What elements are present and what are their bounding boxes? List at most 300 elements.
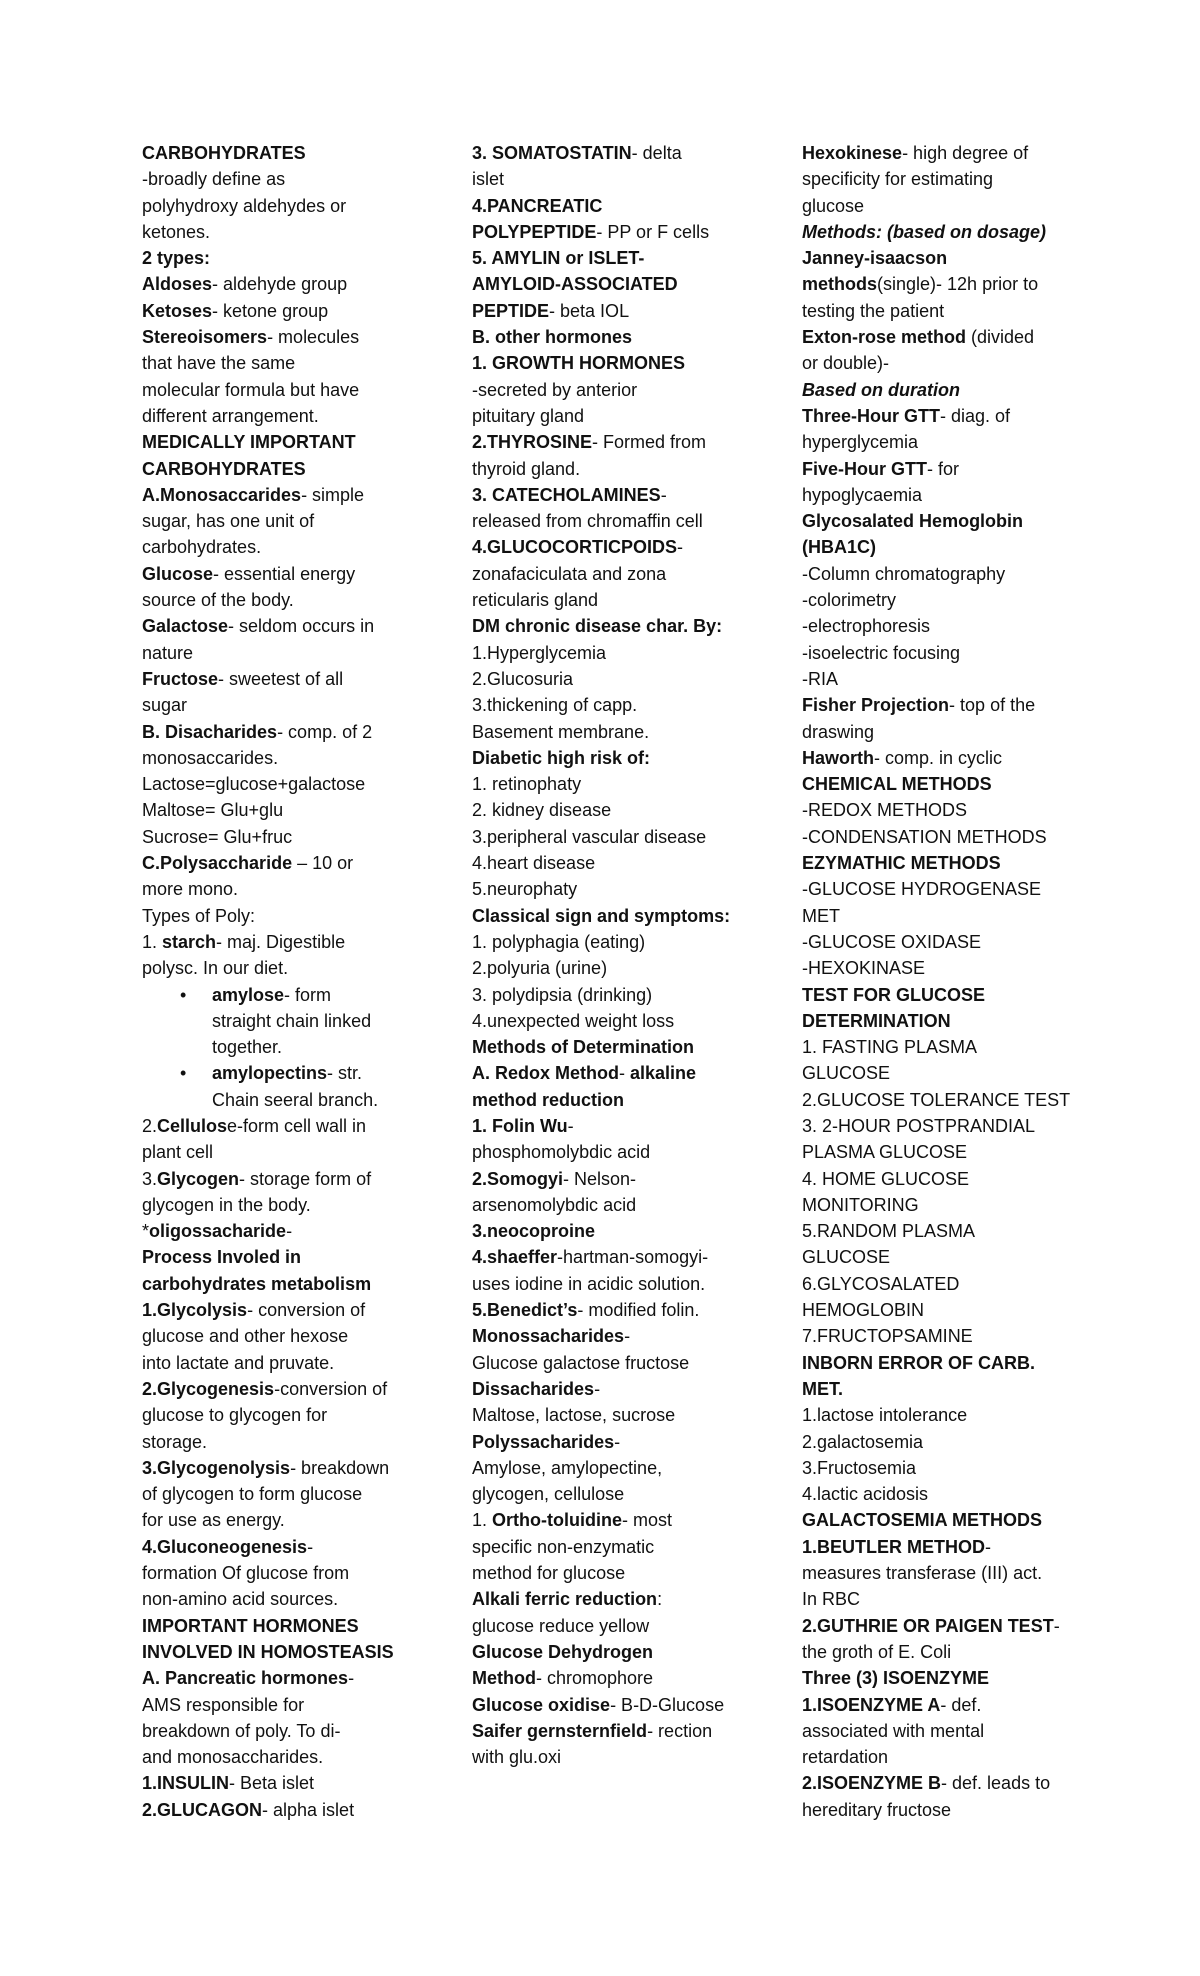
text-run: draswing (802, 721, 875, 742)
text-run: - Nelson- (563, 1168, 637, 1189)
text-run: sugar, has one unit of (142, 511, 315, 532)
text-line (802, 166, 1092, 192)
term-label: 1.ISOENZYME A (802, 1694, 941, 1715)
text-run: polyhydroxy aldehydes or (142, 195, 347, 216)
text-line (472, 1639, 742, 1665)
term-label: CARBOHYDRATES (142, 143, 306, 163)
term-label: B. other hormones (472, 327, 633, 348)
text-run: together. (212, 1037, 283, 1058)
text-line (472, 350, 742, 376)
text-run: - def. leads to (941, 1773, 1051, 1794)
text-run: - molecules (267, 327, 360, 348)
text-line (802, 850, 1092, 876)
text-run: glucose reduce yellow (472, 1615, 650, 1636)
text-line (472, 745, 742, 771)
term-label: Glycogen (157, 1168, 240, 1189)
term-label: A. Pancreatic hormones (142, 1668, 349, 1689)
text-line (472, 587, 742, 613)
term-label: Saifer gernsternfield (472, 1720, 648, 1741)
text-line (802, 1534, 1092, 1560)
text-line (802, 403, 1092, 429)
text-line (142, 587, 412, 613)
text-line (802, 587, 1092, 613)
text-line (142, 1034, 412, 1060)
text-run: of glycogen to form glucose (142, 1484, 363, 1505)
text-line (472, 1271, 742, 1297)
text-line (802, 1166, 1092, 1192)
term-label: Fisher Projection (802, 695, 950, 716)
text-run: 3. 2-HOUR POSTPRANDIAL (802, 1115, 1036, 1136)
text-run: - for (927, 458, 960, 479)
text-line (802, 534, 1092, 560)
term-label: methods (802, 274, 878, 295)
term-label: amylose (212, 984, 285, 1005)
text-line (142, 1139, 412, 1165)
term-label: Cellulos (157, 1115, 228, 1136)
text-line (472, 1297, 742, 1323)
text-line (802, 1507, 1092, 1533)
text-line (472, 1113, 742, 1139)
text-line (802, 1113, 1092, 1139)
text-line (472, 1744, 742, 1770)
text-run: Amylose, amylopectine, (472, 1457, 663, 1478)
text-line (142, 1744, 412, 1770)
text-run: - comp. of 2 (277, 721, 373, 742)
text-run: Basement membrane. (472, 721, 650, 742)
text-run: - (1053, 1615, 1060, 1636)
text-line (472, 1402, 742, 1428)
term-label: 2.GLUCAGON (142, 1799, 263, 1820)
text-line (802, 1665, 1092, 1691)
term-label: Three-Hour GTT (802, 405, 940, 426)
text-line (802, 1718, 1092, 1744)
term-label: Glycosalated Hemoglobin (802, 511, 1024, 532)
text-line (142, 955, 412, 981)
text-run: - simple (301, 484, 365, 505)
text-run: monosaccarides. (142, 747, 279, 768)
text-line (802, 1244, 1092, 1270)
text-run: – 10 or (292, 853, 354, 874)
text-line (142, 140, 412, 166)
text-line (802, 982, 1092, 1008)
text-line (802, 876, 1092, 902)
text-run: or double)- (802, 353, 890, 374)
text-line (802, 429, 1092, 455)
text-run: hereditary fructose (802, 1799, 952, 1820)
bullet-item (142, 982, 412, 1008)
text-line (472, 1060, 742, 1086)
text-run: glucose (802, 195, 865, 216)
text-line (472, 429, 742, 455)
term-label: 3.neocoproine (472, 1221, 596, 1242)
text-run: 7.FRUCTOPSAMINE (802, 1326, 973, 1347)
text-line (802, 640, 1092, 666)
text-run: HEMOGLOBIN (802, 1300, 925, 1321)
term-label: INVOLVED IN HOMOSTEASIS (142, 1641, 394, 1662)
text-line (142, 1376, 412, 1402)
text-run: MONITORING (802, 1194, 919, 1215)
text-line (802, 1008, 1092, 1034)
text-line (142, 508, 412, 534)
text-line (802, 613, 1092, 639)
text-run: -CONDENSATION METHODS (802, 826, 1047, 847)
text-run: - ketone group (212, 300, 329, 321)
text-line (142, 692, 412, 718)
text-line (142, 271, 412, 297)
text-run: - comp. in cyclic (874, 747, 1003, 768)
text-line (142, 1797, 412, 1823)
text-line (472, 1008, 742, 1034)
text-run: MET (802, 905, 840, 926)
text-line (802, 1455, 1092, 1481)
text-run: uses iodine in acidic solution. (472, 1273, 706, 1294)
term-label: starch (162, 931, 217, 952)
text-line (802, 1271, 1092, 1297)
term-label: 4.PANCREATIC (472, 195, 603, 216)
term-label: DM chronic disease char. By: (472, 616, 723, 637)
text-run: - high degree of (902, 143, 1029, 163)
text-line (802, 719, 1092, 745)
text-line (142, 350, 412, 376)
text-run: PLASMA GLUCOSE (802, 1142, 968, 1163)
text-run: glucose and other hexose (142, 1326, 349, 1347)
term-label: 2.GUTHRIE OR PAIGEN TEST (802, 1615, 1054, 1636)
text-line (142, 876, 412, 902)
text-line (802, 377, 1092, 403)
text-run: pituitary gland (472, 405, 585, 426)
text-run: that have the same (142, 353, 296, 374)
term-label: 4.Gluconeogenesis (142, 1536, 308, 1557)
text-run: Chain seeral branch. (212, 1089, 379, 1110)
text-run: -HEXOKINASE (802, 958, 926, 979)
term-label: 5.Benedict’s (472, 1300, 578, 1321)
text-run: 2.GLUCOSE TOLERANCE TEST (802, 1089, 1071, 1110)
text-line (142, 929, 412, 955)
term-label: (HBA1C) (802, 537, 876, 558)
text-run: - form (284, 984, 332, 1005)
text-line (472, 613, 742, 639)
text-run: - aldehyde group (212, 274, 348, 295)
text-line (142, 1770, 412, 1796)
text-line (802, 1218, 1092, 1244)
text-line (142, 1613, 412, 1639)
text-run: AMS responsible for (142, 1694, 305, 1715)
text-run: 4.unexpected weight loss (472, 1010, 675, 1031)
text-line (802, 482, 1092, 508)
term-label: DETERMINATION (802, 1010, 951, 1031)
text-line (802, 797, 1092, 823)
text-line (802, 771, 1092, 797)
term-label: method reduction (472, 1089, 624, 1110)
text-line (802, 1060, 1092, 1086)
text-line (142, 1008, 412, 1034)
term-label: 3. CATECHOLAMINES (472, 484, 661, 505)
text-run: 2. (142, 1115, 158, 1136)
text-line (802, 1402, 1092, 1428)
text-run: and monosaccharides. (142, 1747, 324, 1768)
text-line (472, 1692, 742, 1718)
term-label: carbohydrates metabolism (142, 1273, 372, 1294)
text-run: - beta IOL (549, 300, 630, 321)
text-line (472, 1244, 742, 1270)
text-line (142, 771, 412, 797)
term-label: A.Monosaccarides (142, 484, 302, 505)
text-run: - delta (631, 143, 682, 163)
text-line (142, 1718, 412, 1744)
text-run: : (657, 1589, 663, 1610)
text-run: - sweetest of all (218, 668, 344, 689)
text-run: the groth of E. Coli (802, 1641, 952, 1662)
text-line (472, 298, 742, 324)
term-label: 5. AMYLIN or ISLET- (472, 248, 645, 269)
text-line (472, 719, 742, 745)
bullet-item (142, 1060, 412, 1086)
text-run: for use as energy. (142, 1510, 285, 1531)
text-line (472, 377, 742, 403)
text-run: - (614, 1431, 621, 1452)
text-line (142, 1429, 412, 1455)
text-run: Lactose=glucose+galactose (142, 774, 366, 795)
text-run: zonafaciculata and zona (472, 563, 667, 584)
text-line (802, 1376, 1092, 1402)
text-run: glucose to glycogen for (142, 1405, 328, 1426)
term-label: 1. Folin Wu (472, 1115, 568, 1136)
text-line (142, 534, 412, 560)
term-label: Exton-rose method (802, 327, 967, 348)
text-line (142, 1192, 412, 1218)
text-line (472, 456, 742, 482)
text-line (142, 1350, 412, 1376)
term-label: Methods: (based on dosage) (802, 221, 1047, 242)
text-run: - (348, 1668, 355, 1689)
term-label: TEST FOR GLUCOSE (802, 984, 986, 1005)
text-line (472, 876, 742, 902)
term-label: Classical sign and symptoms: (472, 905, 731, 926)
text-run: different arrangement. (142, 405, 319, 426)
text-run: - diag. of (940, 405, 1011, 426)
text-run: - alpha islet (262, 1799, 355, 1820)
text-run: released from chromaffin cell (472, 511, 703, 532)
term-label: Galactose (142, 616, 229, 637)
text-run: -REDOX METHODS (802, 800, 968, 821)
text-run: -hartman-somogyi- (557, 1247, 709, 1268)
text-line (802, 1481, 1092, 1507)
text-line (802, 1139, 1092, 1165)
text-line (802, 1350, 1092, 1376)
text-line (802, 298, 1092, 324)
term-label: 2.ISOENZYME B (802, 1773, 942, 1794)
text-run: - essential energy (213, 563, 356, 584)
text-run: polysc. In our diet. (142, 958, 289, 979)
text-run: 3.Fructosemia (802, 1457, 917, 1478)
text-run: arsenomolybdic acid (472, 1194, 637, 1215)
text-run: - storage form of (239, 1168, 372, 1189)
text-run: formation Of glucose from (142, 1563, 350, 1584)
text-line (142, 850, 412, 876)
text-line (142, 482, 412, 508)
text-line (472, 1534, 742, 1560)
text-line (142, 245, 412, 271)
text-line (472, 850, 742, 876)
text-run: testing the patient (802, 300, 945, 321)
text-line (142, 719, 412, 745)
text-line (472, 1166, 742, 1192)
text-line (472, 1481, 742, 1507)
text-line (472, 1376, 742, 1402)
text-run: 1.Hyperglycemia (472, 642, 607, 663)
text-run: Sucrose= Glu+fruc (142, 826, 293, 847)
text-line (802, 955, 1092, 981)
text-line (142, 824, 412, 850)
text-run: - (594, 1378, 601, 1399)
text-run: glycogen, cellulose (472, 1484, 625, 1505)
text-line (142, 298, 412, 324)
text-run: -Column chromatography (802, 563, 1006, 584)
text-run: - Formed from (592, 432, 707, 453)
text-line (802, 193, 1092, 219)
text-run: - (677, 537, 684, 558)
text-line (142, 1560, 412, 1586)
text-line (802, 1744, 1092, 1770)
text-line (802, 1797, 1092, 1823)
term-label: Process Involed in (142, 1247, 302, 1268)
term-label: A. Redox Method (472, 1063, 619, 1084)
term-label: Polyssacharides (472, 1431, 615, 1452)
text-line (472, 692, 742, 718)
text-line (472, 824, 742, 850)
notes-column-2 (472, 140, 742, 1770)
text-line (142, 403, 412, 429)
text-line (802, 1297, 1092, 1323)
text-line (142, 745, 412, 771)
term-label: Methods of Determination (472, 1037, 695, 1058)
text-line (142, 1271, 412, 1297)
text-run: 3.peripheral vascular disease (472, 826, 707, 847)
text-run: glycogen in the body. (142, 1194, 311, 1215)
term-label: Monossacharides (472, 1326, 625, 1347)
text-line (802, 666, 1092, 692)
text-run: carbohydrates. (142, 537, 262, 558)
text-line (142, 377, 412, 403)
text-run: - (624, 1326, 631, 1347)
term-label: 1.BEUTLER METHOD (802, 1536, 986, 1557)
notes-column-3 (802, 140, 1092, 1823)
term-label: MET. (802, 1378, 844, 1399)
term-label: Glucose Dehydrogen (472, 1641, 654, 1662)
text-run: (single)- 12h prior to (877, 274, 1039, 295)
text-line (142, 1665, 412, 1691)
text-line (472, 166, 742, 192)
notes-column-1 (142, 140, 412, 1823)
text-line (802, 1613, 1092, 1639)
text-run: 6.GLYCOSALATED (802, 1273, 960, 1294)
text-run: 4.lactic acidosis (802, 1484, 929, 1505)
text-run: 4.heart disease (472, 853, 596, 874)
text-run: source of the body. (142, 590, 294, 611)
text-line (142, 666, 412, 692)
text-run: -RIA (802, 668, 838, 689)
term-label: Ketoses (142, 300, 213, 321)
text-line (472, 324, 742, 350)
text-line (802, 824, 1092, 850)
text-line (142, 1692, 412, 1718)
text-line (472, 534, 742, 560)
text-run: specific non-enzymatic (472, 1536, 655, 1557)
text-line (142, 1586, 412, 1612)
text-line (472, 219, 742, 245)
text-run: -conversion of (274, 1378, 388, 1399)
text-line (472, 797, 742, 823)
text-line (802, 508, 1092, 534)
text-line (802, 1692, 1092, 1718)
text-line (142, 1323, 412, 1349)
text-line (472, 1323, 742, 1349)
text-line (802, 1586, 1092, 1612)
text-run: hyperglycemia (802, 432, 919, 453)
text-run: -isoelectric focusing (802, 642, 961, 663)
term-label: Dissacharides (472, 1378, 595, 1399)
text-line (472, 666, 742, 692)
text-line (802, 1560, 1092, 1586)
text-run: - modified folin. (577, 1300, 700, 1321)
term-label: 4.shaeffer (472, 1247, 558, 1268)
text-run: 1. retinophaty (472, 774, 582, 795)
text-line (472, 482, 742, 508)
text-run: -secreted by anterior (472, 379, 638, 400)
text-line (802, 1034, 1092, 1060)
text-line (142, 166, 412, 192)
term-label: 3.Glycogenolysis (142, 1457, 291, 1478)
text-run: Maltose, lactose, sucrose (472, 1405, 676, 1426)
term-label: Stereoisomers (142, 327, 268, 348)
text-run: - (286, 1221, 293, 1242)
text-run: - (307, 1536, 314, 1557)
text-line (472, 245, 742, 271)
term-label: PEPTIDE (472, 300, 550, 321)
text-line (142, 613, 412, 639)
text-run: into lactate and pruvate. (142, 1352, 335, 1373)
text-line (802, 561, 1092, 587)
text-line (802, 692, 1092, 718)
text-run: breakdown of poly. To di- (142, 1720, 341, 1741)
text-line (472, 193, 742, 219)
text-run: e-form cell wall in (227, 1115, 367, 1136)
text-run: 3. (142, 1168, 158, 1189)
text-run: -electrophoresis (802, 616, 931, 637)
text-run: hypoglycaemia (802, 484, 923, 505)
text-run: GLUCOSE (802, 1247, 891, 1268)
text-line (802, 140, 1092, 166)
term-label: alkaline (630, 1063, 697, 1084)
term-label: Hexokinese (802, 143, 903, 163)
term-label: 1.Glycolysis (142, 1300, 248, 1321)
text-line (142, 1297, 412, 1323)
text-line (472, 1455, 742, 1481)
term-label: 2.THYROSINE (472, 432, 593, 453)
term-label: INBORN ERROR OF CARB. (802, 1352, 1035, 1373)
text-line (802, 1087, 1092, 1113)
text-run: 1. (142, 931, 163, 952)
text-line (472, 140, 742, 166)
text-line (142, 797, 412, 823)
text-run: - chromophore (535, 1668, 654, 1689)
text-line (472, 1218, 742, 1244)
text-run: - seldom occurs in (228, 616, 375, 637)
text-run: - top of the (949, 695, 1036, 716)
text-run: specificity for estimating (802, 169, 994, 190)
term-label: Diabetic high risk of: (472, 747, 651, 768)
text-run: 2.galactosemia (802, 1431, 924, 1452)
